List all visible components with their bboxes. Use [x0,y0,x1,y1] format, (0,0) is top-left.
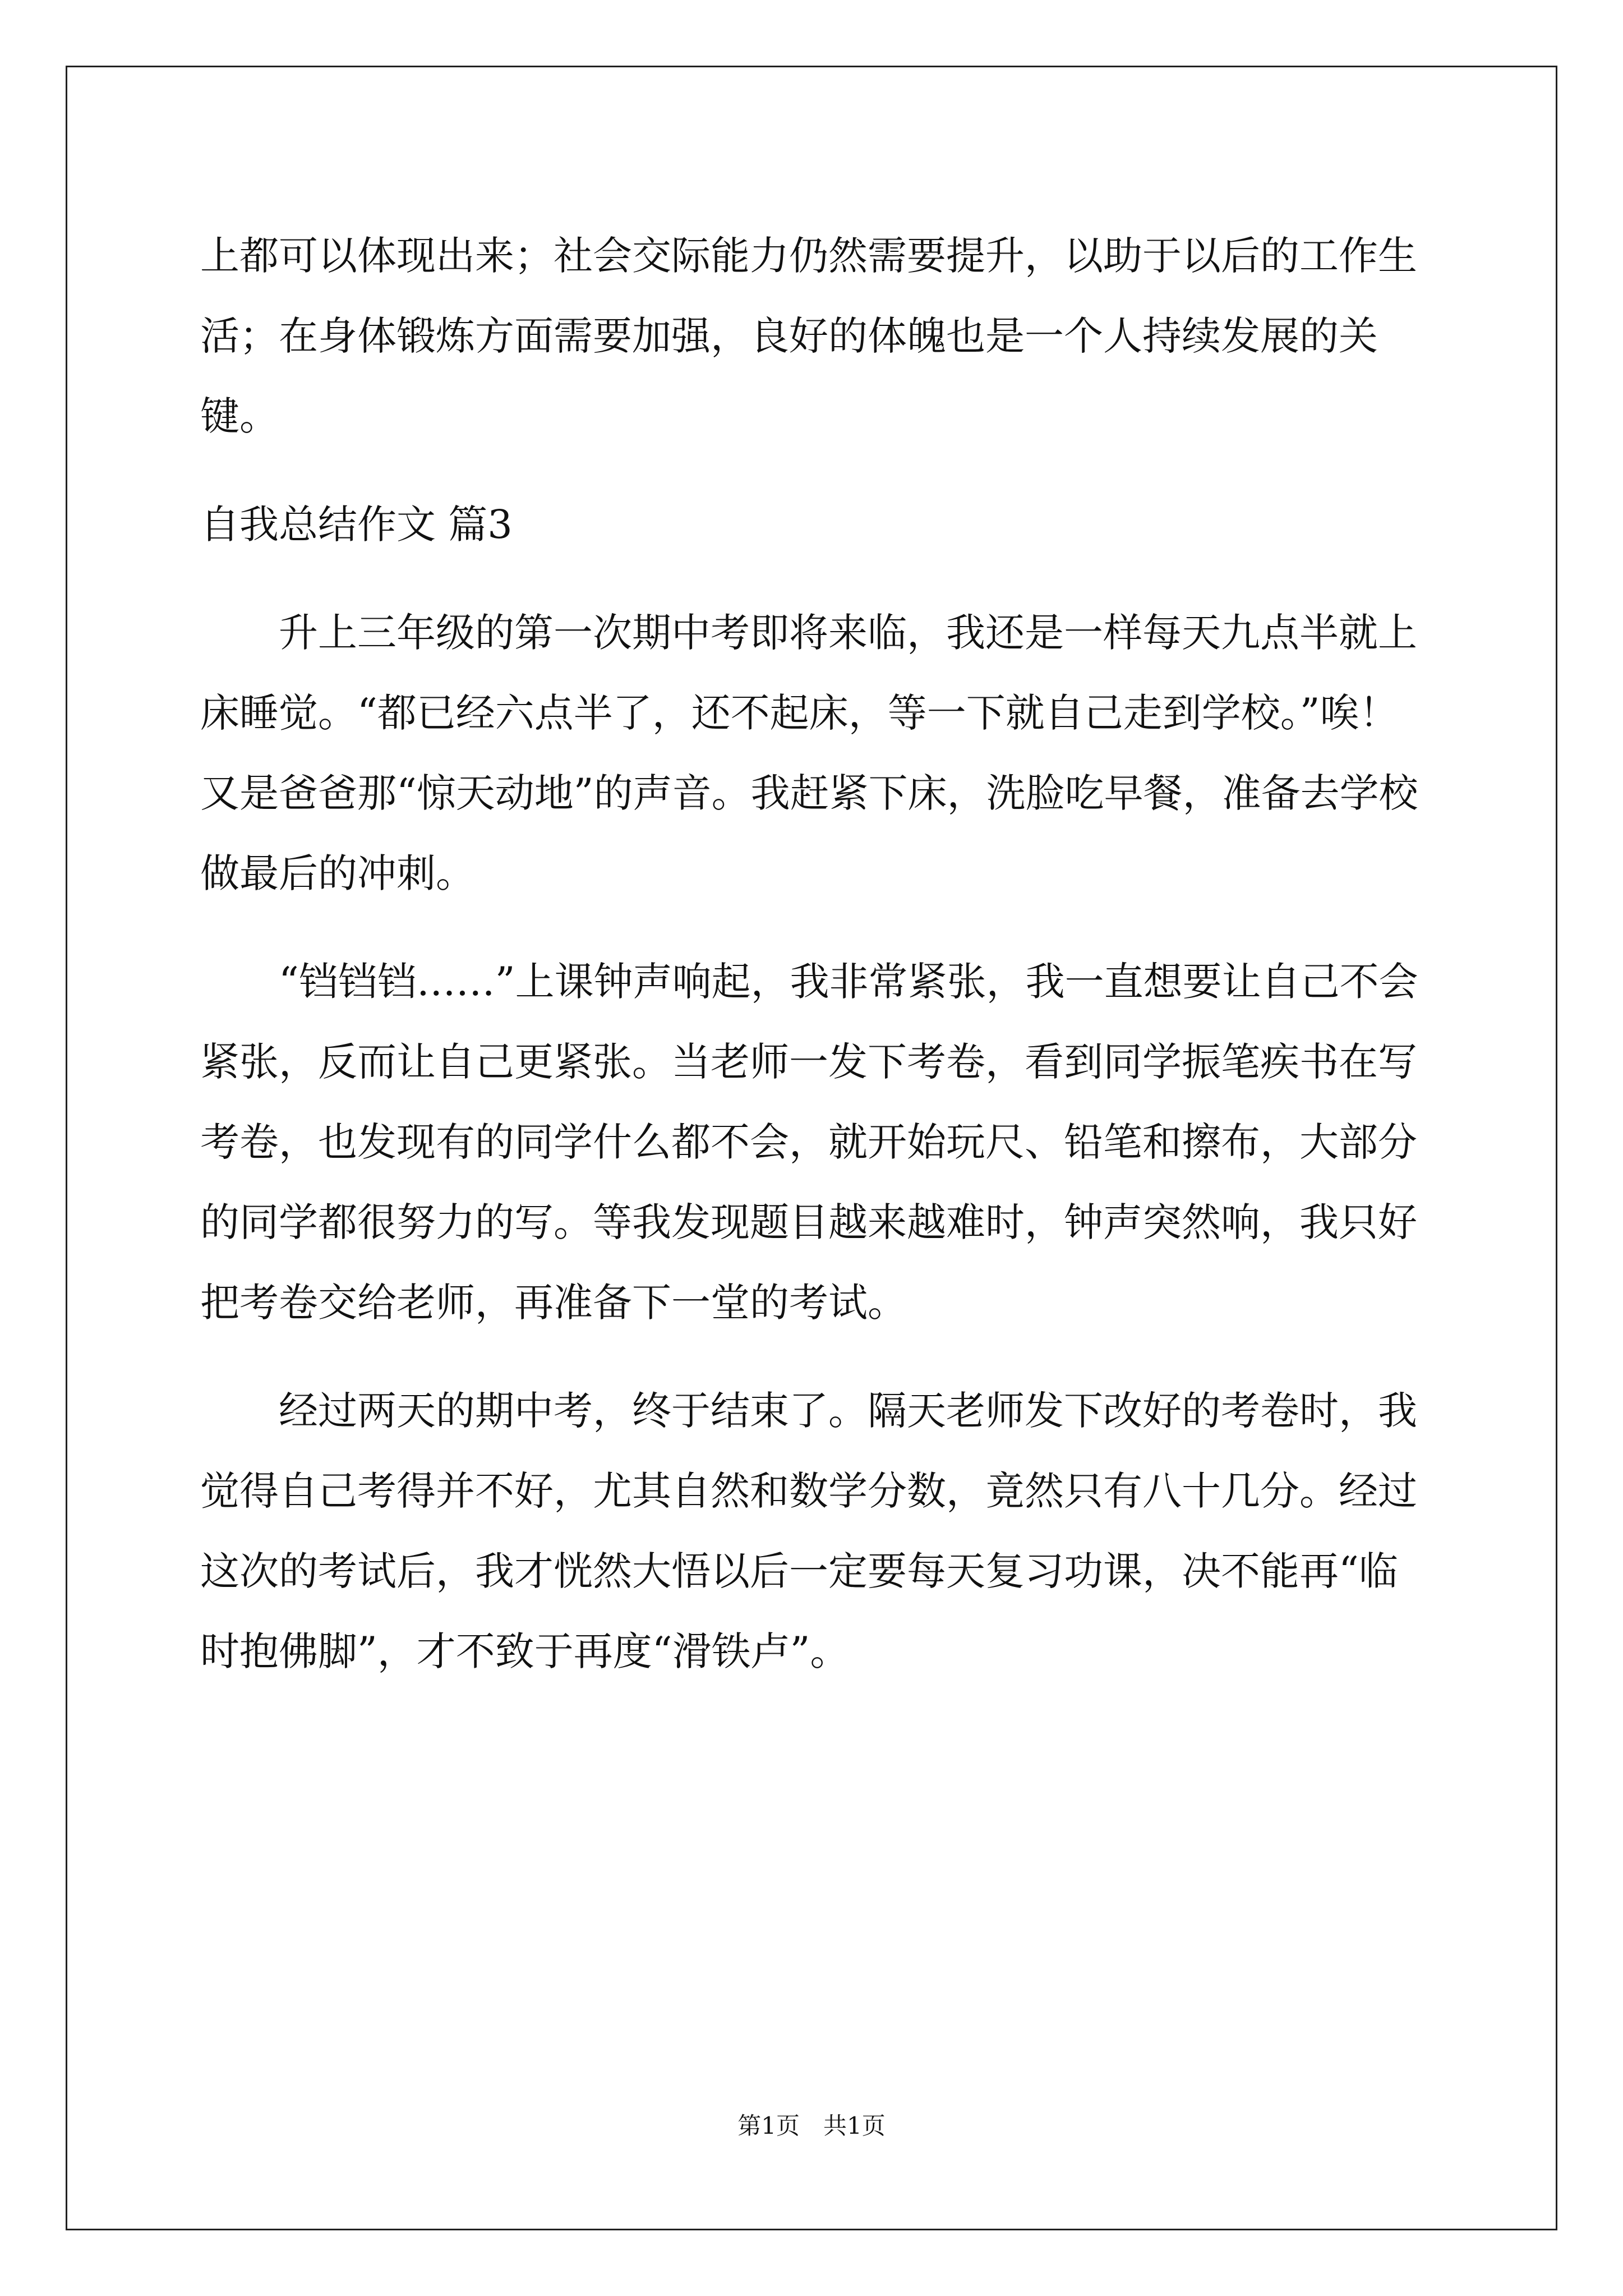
paragraph-continuation: 上都可以体现出来；社会交际能力仍然需要提升，以助于以后的工作生活；在身体锻炼方面需要加强，良好的体魄也是一个人持续发展的关键。 [200,233,1417,439]
section-heading: 自我总结作文 篇3 [200,501,513,547]
paragraph: 经过两天的期中考，终于结束了。隔天老师发下改好的考卷时，我觉得自己考得并不好，尤其自然和数学分数，竟然只有八十几分。经过这次的考试后，我才恍然大悟以后一定要每天复习功课，决不能再“临时抱佛脚”，才不致于再度“滑铁卢”。 [200,1388,1417,1674]
paragraph: 升上三年级的第一次期中考即将来临，我还是一样每天九点半就上床睡觉。“都已经六点半了，还不起床，等一下就自己走到学校。”唉！又是爸爸那“惊天动地”的声音。我赶紧下床，洗脸吃早餐，准备去学校做最后的冲刺。 [200,610,1418,896]
document-body [200,216,1434,1692]
page-footer: 第1页 共1页 [737,2112,886,2139]
paragraph: “铛铛铛……”上课钟声响起，我非常紧张，我一直想要让自己不会紧张，反而让自己更紧张。当老师一发下考卷，看到同学振笔疾书在写考卷，也发现有的同学什么都不会，就开始玩尺、铅笔和擦布，大部分的同学都很努力的写。等我发现题目越来越难时，钟声突然响，我只好把考卷交给老师，再准备下一堂的考试。 [200,959,1418,1326]
